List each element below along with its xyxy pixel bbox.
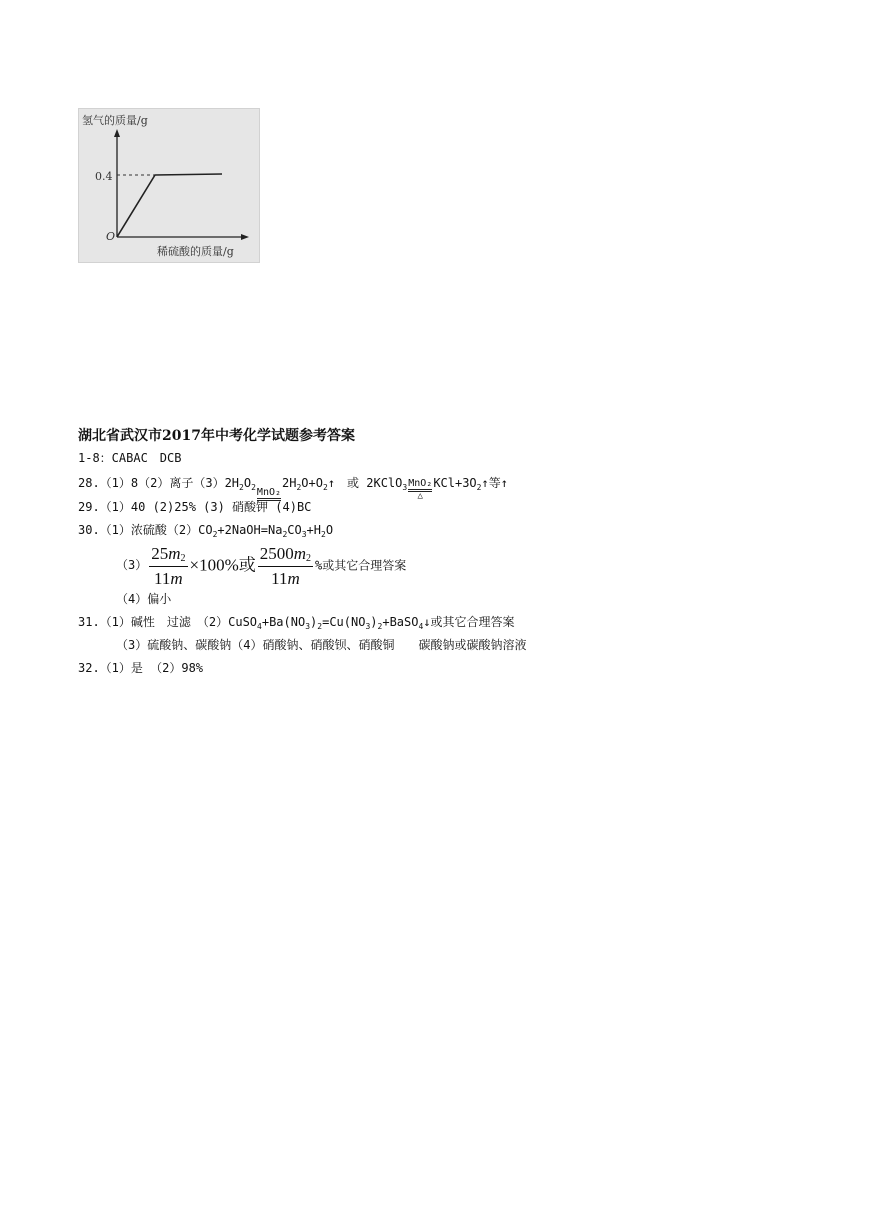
fraction-1-denominator bbox=[149, 567, 187, 587]
answer-key bbox=[78, 425, 838, 680]
answer-31-part3-4: （3）硫酸钠、碳酸钠（4）硝酸钠、硝酸钡、硝酸铜 bbox=[116, 638, 395, 652]
subscript: 2 bbox=[377, 622, 383, 631]
subscript: 3 bbox=[301, 530, 307, 539]
answer-28-text: O+O bbox=[301, 476, 323, 490]
fraction-2-numerator bbox=[258, 545, 313, 567]
answer-28-prefix: 28.（1）8（2）离子（3）2H bbox=[78, 476, 240, 490]
answer-30-line3: （4）偏小 bbox=[116, 592, 172, 606]
subscript: 2 bbox=[239, 483, 244, 492]
subscript: 2 bbox=[321, 530, 326, 539]
answer-1-8: 1-8：CABAC DCB bbox=[78, 451, 182, 465]
variable: m bbox=[293, 543, 307, 563]
answer-28-text: KCl+3O bbox=[433, 476, 477, 490]
answer-31-text: ) bbox=[370, 615, 378, 629]
subscript: 2 bbox=[306, 552, 312, 564]
subscript: 2 bbox=[282, 530, 288, 539]
answer-30-suffix: %或其它合理答案 bbox=[315, 558, 407, 573]
fraction-1-numerator bbox=[149, 545, 187, 567]
answer-29: 29.（1）40 (2)25% (3) 硝酸钾 (4)BC bbox=[78, 500, 312, 514]
answer-31-text: +Ba(NO bbox=[261, 615, 306, 629]
answer-32: 32.（1）是 （2）98% bbox=[78, 661, 204, 675]
answer-30-text: +H bbox=[306, 523, 321, 537]
subscript: 4 bbox=[418, 622, 424, 631]
fraction-2 bbox=[258, 545, 313, 587]
subscript: 2 bbox=[251, 483, 256, 492]
answer-31-text: 31.（1）碱性 过滤 （2）CuSO bbox=[78, 615, 258, 629]
answer-31-text: +BaSO bbox=[382, 615, 419, 629]
subscript: 2 bbox=[476, 483, 482, 492]
answer-31-text: ↓或其它合理答案 bbox=[423, 615, 515, 629]
fraction-1 bbox=[149, 545, 187, 587]
coefficient: 11 bbox=[271, 568, 288, 588]
answer-30-line2 bbox=[78, 542, 838, 588]
coefficient: 2500 bbox=[259, 543, 294, 563]
subscript: 2 bbox=[296, 483, 302, 492]
catalyst-label: MnO₂ bbox=[408, 478, 433, 489]
multiply-text: ×100%或 bbox=[189, 555, 256, 575]
x-axis-arrow bbox=[241, 234, 249, 240]
subscript: 2 bbox=[212, 530, 218, 539]
answer-28-text: 2H bbox=[282, 476, 297, 490]
answer-30-text: CO bbox=[287, 523, 302, 537]
answer-31-line2 bbox=[78, 634, 838, 657]
answer-31-text: =Cu(NO bbox=[322, 615, 366, 629]
fraction-2-denominator bbox=[258, 567, 313, 587]
y-axis-arrow bbox=[114, 129, 120, 137]
y-axis-label: 氢气的质量/g bbox=[82, 114, 148, 127]
hydrogen-curve bbox=[117, 174, 222, 237]
answer-28-text: ↑ 或 2KClO bbox=[327, 476, 403, 490]
answer-28 bbox=[78, 470, 838, 501]
catalyst-label: MnO₂ bbox=[256, 487, 282, 498]
answer-28-text: ↑等↑ bbox=[481, 476, 508, 490]
hydrogen-mass-graph bbox=[78, 108, 260, 263]
coefficient: 25 bbox=[151, 543, 169, 563]
answer-30-text: O bbox=[325, 523, 334, 537]
subscript: 2 bbox=[317, 622, 323, 631]
variable: m bbox=[168, 543, 181, 563]
y-tick-label: 0.4 bbox=[95, 170, 113, 183]
answer-31-text: ) bbox=[310, 615, 318, 629]
subscript: 4 bbox=[257, 622, 262, 631]
page-title: 湖北省武汉市2017年中考化学试题参考答案 bbox=[78, 428, 355, 444]
heat-symbol: △ bbox=[417, 491, 423, 501]
subscript: 2 bbox=[322, 483, 328, 492]
subscript: 3 bbox=[402, 483, 408, 492]
subscript: 3 bbox=[305, 622, 311, 631]
answer-31-part4-alt: 碳酸钠或碳酸钠溶液 bbox=[418, 638, 527, 652]
variable: m bbox=[170, 568, 183, 588]
x-axis-label: 稀硫酸的质量/g bbox=[157, 245, 234, 258]
subscript: 2 bbox=[180, 552, 186, 564]
answer-31-line1 bbox=[78, 611, 838, 634]
answer-30-text: 30.（1）浓硫酸（2）CO bbox=[78, 523, 213, 537]
answer-28-text: O bbox=[243, 476, 252, 490]
variable: m bbox=[287, 568, 300, 588]
subscript: 3 bbox=[365, 622, 371, 631]
answer-30-part3-label: （3） bbox=[116, 558, 148, 572]
origin-label: O bbox=[106, 230, 116, 243]
answer-30-line1 bbox=[78, 519, 838, 542]
answer-30-text: +2NaOH=Na bbox=[217, 523, 283, 537]
coefficient: 11 bbox=[154, 568, 171, 588]
